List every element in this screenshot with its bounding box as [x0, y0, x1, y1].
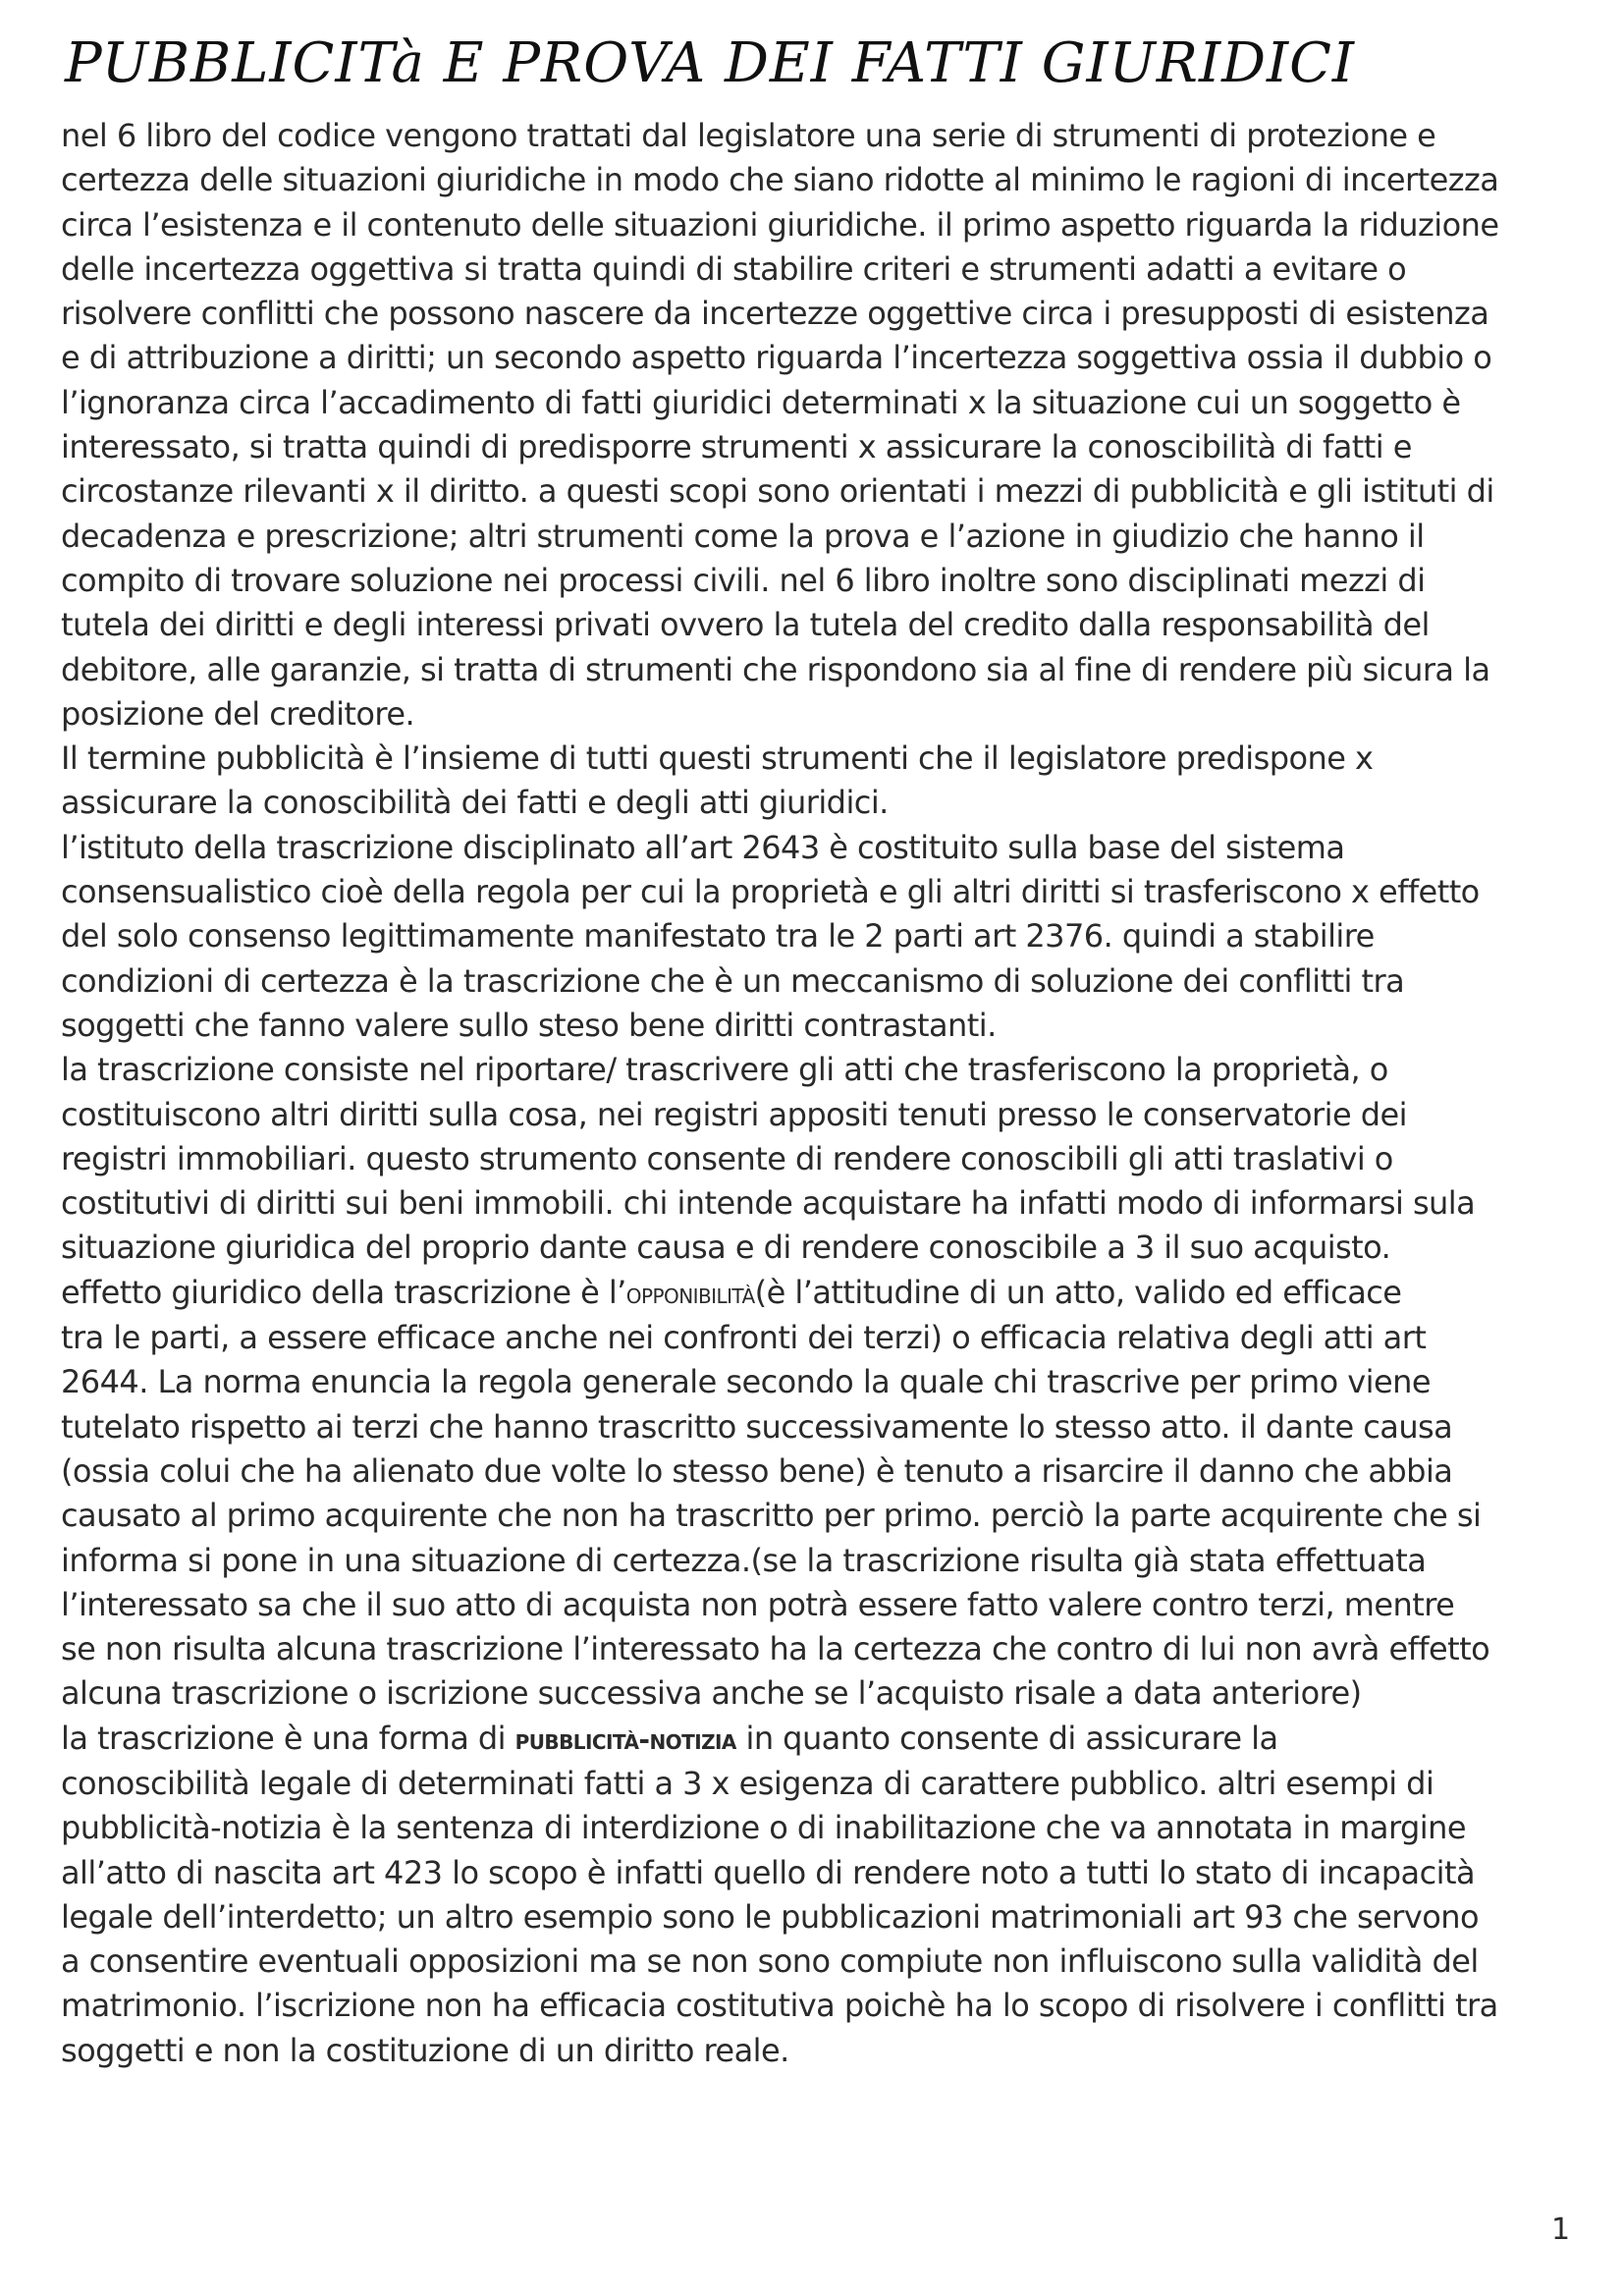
page-number: 1 [1551, 2213, 1571, 2247]
text-line: costitutivi di diritti sui beni immobili. chi intende acquistare ha infatti modo di informarsi sula [61, 1184, 1476, 1223]
text-line: pubblicità-notizia è la sentenza di interdizione o di inabilitazione che va annotata in margine [61, 1809, 1466, 1847]
text-line: l’istituto della trascrizione disciplinato all’art 2643 è costituito sulla base del sistema [61, 828, 1345, 866]
text-line: del solo consenso legittimamente manifestato tra le 2 parti art 2376. quindi a stabilire [61, 917, 1375, 956]
text-line: interessato, si tratta quindi di predisporre strumenti x assicurare la conoscibilità di fatti e [61, 428, 1412, 466]
text-line: soggetti che fanno valere sullo steso bene diritti contrastanti. [61, 1006, 997, 1044]
term-pubblicita-notizia: pubblicità-notizia [514, 1722, 736, 1756]
text-line-pubblicita-notizia [61, 1717, 1593, 1762]
text-line: situazione giuridica del proprio dante causa e di rendere conoscibile a 3 il suo acquisto. [61, 1229, 1391, 1267]
text-line: circa l’esistenza e il contenuto delle situazioni giuridiche. il primo aspetto riguarda la riduzione [61, 205, 1499, 244]
text-line: compito di trovare soluzione nei processi civili. nel 6 libro inoltre sono disciplinati mezzi di [61, 561, 1426, 599]
text-line: certezza delle situazioni giuridiche in modo che siano ridotte al minimo le ragioni di incertezza [61, 161, 1499, 199]
text-line: la trascrizione consiste nel riportare/ trascrivere gli atti che trasferiscono la proprietà, o [61, 1051, 1388, 1089]
term-opponibilita: opponibilità [625, 1277, 755, 1310]
line-segment: (è l’attitudine di un atto, valido ed efficace [754, 1273, 1402, 1311]
text-line: informa si pone in una situazione di certezza.(se la trascrizione risulta già stata effettuata [61, 1541, 1427, 1579]
text-line: conoscibilità legale di determinati fatti a 3 x esigenza di carattere pubblico. altri esempi di [61, 1764, 1434, 1802]
text-line: costituiscono altri diritti sulla cosa, nei registri appositi tenuti presso le conservatorie dei [61, 1095, 1407, 1133]
text-line: registri immobiliari. questo strumento consente di rendere conoscibili gli atti traslativi o [61, 1139, 1393, 1177]
text-line: matrimonio. l’iscrizione non ha efficacia costitutiva poichè ha lo scopo di risolvere i conflitti tra [61, 1987, 1498, 2025]
text-line: l’interessato sa che il suo atto di acquista non potrà essere fatto valere contro terzi, mentre [61, 1585, 1455, 1623]
text-line: consensualistico cioè della regola per cui la proprietà e gli altri diritti si trasferiscono x effetto [61, 873, 1480, 911]
text-line: tra le parti, a essere efficace anche nei confronti dei terzi) o efficacia relativa degli atti art [61, 1319, 1427, 1357]
text-line: tutela dei diritti e degli interessi privati ovvero la tutela del credito dalla responsabilità del [61, 606, 1430, 644]
text-line: alcuna trascrizione o iscrizione successiva anche se l’acquisto risale a data anteriore) [61, 1674, 1362, 1713]
text-line: posizione del creditore. [61, 694, 415, 733]
text-line-opponibilita [61, 1271, 1593, 1316]
text-line: risolvere conflitti che possono nascere da incertezze oggettive circa i presupposti di esistenza [61, 295, 1489, 333]
text-line: delle incertezza oggettiva si tratta quindi di stabilire criteri e strumenti adatti a evitare o [61, 249, 1407, 288]
body-text [61, 114, 1593, 2073]
text-line: soggetti e non la costituzione di un diritto reale. [61, 2031, 789, 2069]
line-segment: la trascrizione è una forma di [61, 1719, 515, 1757]
text-line: decadenza e prescrizione; altri strumenti come la prova e l’azione in giudizio che hanno il [61, 517, 1425, 555]
line-segment: in quanto consente di assicurare la [735, 1719, 1278, 1757]
text-line: assicurare la conoscibilità dei fatti e degli atti giuridici. [61, 784, 889, 822]
text-line: circostanze rilevanti x il diritto. a questi scopi sono orientati i mezzi di pubblicità e gli istituti di [61, 472, 1494, 511]
page-title: PUBBLICITà E PROVA DEI FATTI GIURIDICI [65, 31, 1356, 95]
text-line: e di attribuzione a diritti; un secondo aspetto riguarda l’incertezza soggettiva ossia il dubbio o [61, 339, 1492, 377]
text-line: condizioni di certezza è la trascrizione che è un meccanismo di soluzione dei conflitti tra [61, 961, 1405, 1000]
text-line: causato al primo acquirente che non ha trascritto per primo. perciò la parte acquirente che si [61, 1497, 1482, 1535]
text-line: legale dell’interdetto; un altro esempio sono le pubblicazioni matrimoniali art 93 che servono [61, 1897, 1479, 1936]
text-line: debitore, alle garanzie, si tratta di strumenti che rispondono sia al fine di rendere più sicura la [61, 650, 1490, 688]
text-line: Il termine pubblicità è l’insieme di tutti questi strumenti che il legislatore predispone x [61, 739, 1374, 778]
line-segment: effetto giuridico della trascrizione è l’ [61, 1273, 626, 1311]
text-line: 2644. La norma enuncia la regola generale secondo la quale chi trascrive per primo viene [61, 1363, 1432, 1401]
text-line: all’atto di nascita art 423 lo scopo è infatti quello di rendere noto a tutti lo stato di incapacità [61, 1853, 1476, 1891]
text-line: tutelato rispetto ai terzi che hanno trascritto successivamente lo stesso atto. il dante causa [61, 1407, 1453, 1446]
text-line: nel 6 libro del codice vengono trattati dal legislatore una serie di strumenti di protezione e [61, 117, 1436, 154]
text-line: (ossia colui che ha alienato due volte lo stesso bene) è tenuto a risarcire il danno che abbia [61, 1451, 1453, 1490]
text-line: se non risulta alcuna trascrizione l’interessato ha la certezza che contro di lui non avrà effetto [61, 1630, 1490, 1668]
text-line: a consentire eventuali opposizioni ma se non sono compiute non influiscono sulla validità del [61, 1942, 1479, 1981]
text-line: l’ignoranza circa l’accadimento di fatti giuridici determinati x la situazione cui un soggetto è [61, 383, 1461, 421]
